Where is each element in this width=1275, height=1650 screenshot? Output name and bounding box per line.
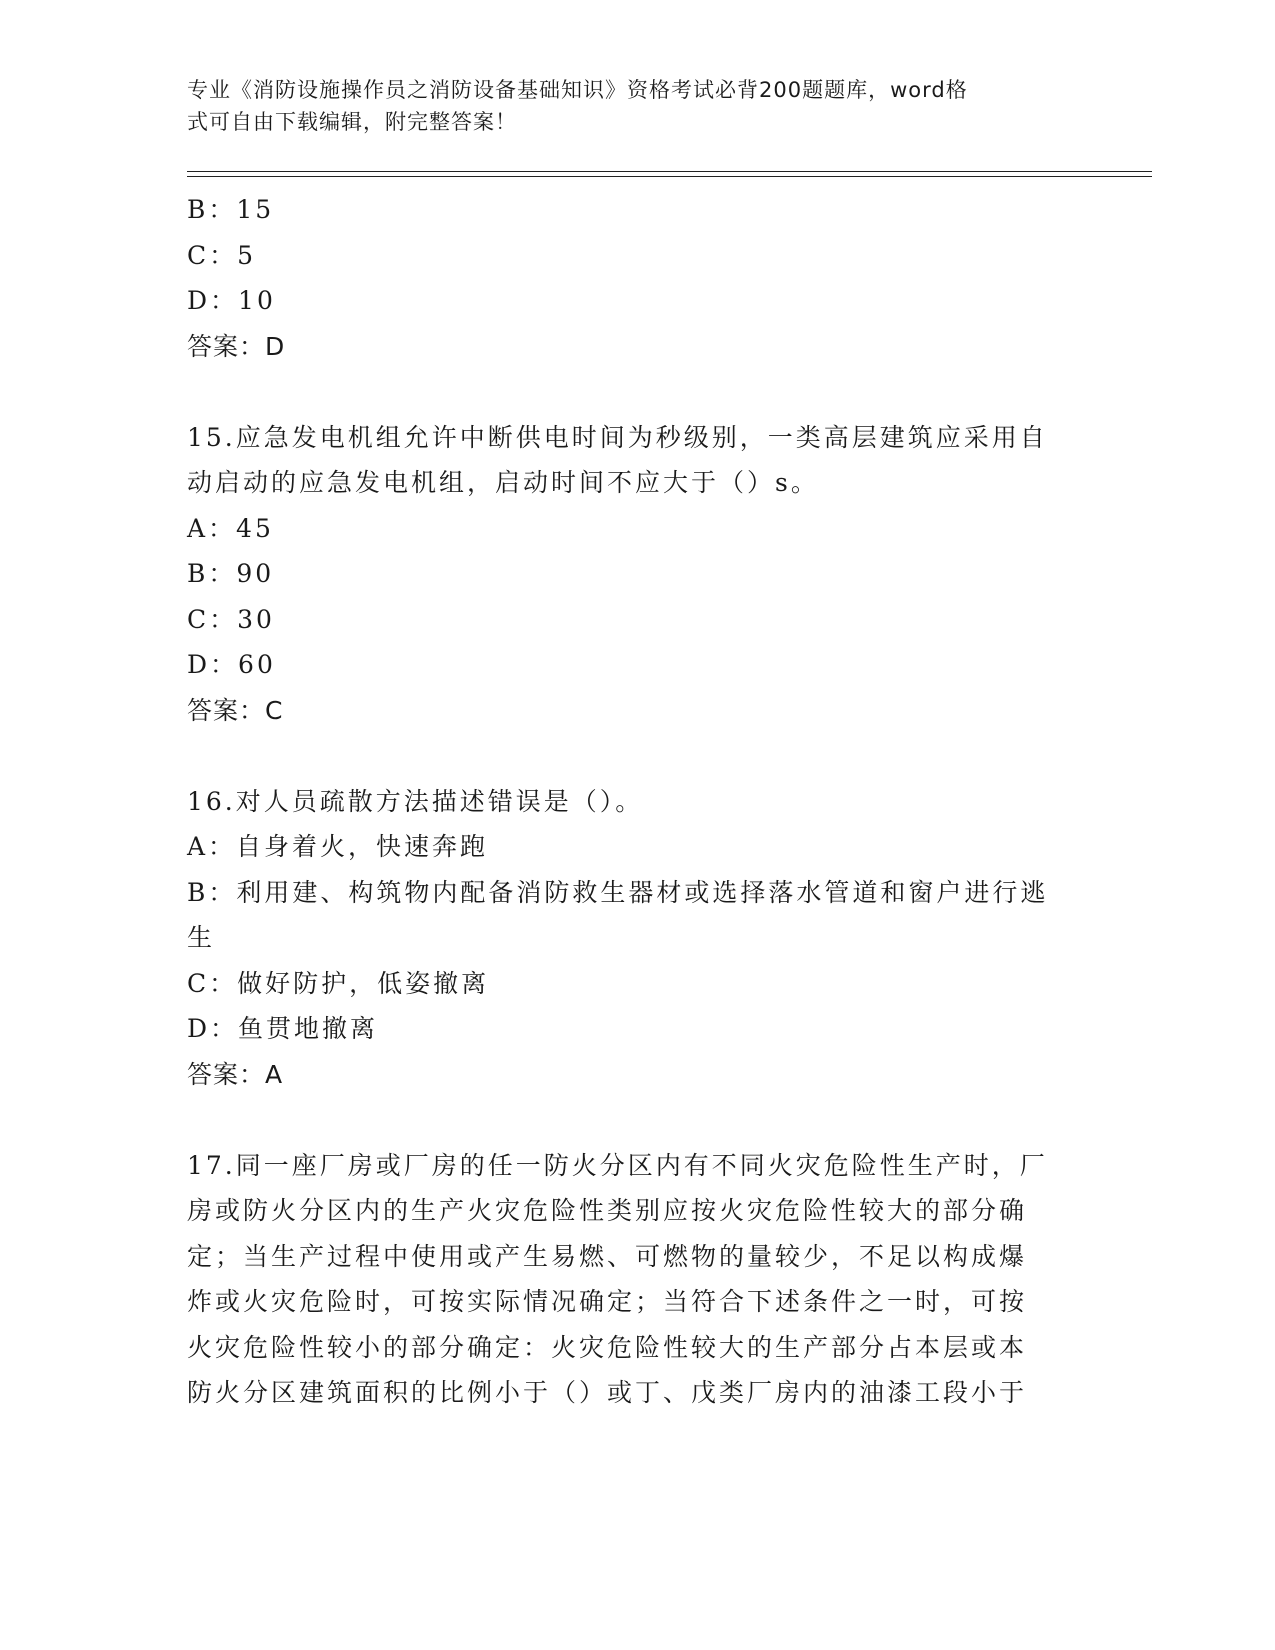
option-a: A：45	[187, 513, 274, 543]
answer-line: 答案：D	[187, 331, 286, 361]
question-14-tail	[187, 187, 1067, 369]
answer-line: 答案：C	[187, 695, 284, 725]
option-d: D：10	[187, 286, 276, 315]
option-c: C：30	[187, 604, 275, 634]
question-stem-line: 房或防火分区内的生产火灾危险性类别应按火灾危险性较大的部分确	[187, 1196, 1028, 1225]
option-b: B：利用建、构筑物内配备消防救生器材或选择落水管道和窗户进行逃	[187, 877, 1049, 907]
question-stem-line: 火灾危险性较小的部分确定：火灾危险性较大的生产部分占本层或本	[187, 1332, 1028, 1362]
document-body	[187, 187, 1067, 1416]
answer-line: 答案：A	[187, 1059, 284, 1089]
option-d: D：鱼贯地撤离	[187, 1014, 379, 1043]
option-c: C：5	[187, 240, 257, 270]
option-d: D：60	[187, 650, 276, 679]
question-17	[187, 1143, 1067, 1416]
question-stem-line: 15.应急发电机组允许中断供电时间为秒级别，一类高层建筑应采用自	[187, 422, 1048, 452]
header-title-line-1: 专业《消防设施操作员之消防设备基础知识》资格考试必背200题题库，word格	[187, 78, 968, 102]
question-stem-line: 16.对人员疏散方法描述错误是（）。	[187, 786, 644, 816]
question-stem-line: 17.同一座厂房或厂房的任一防火分区内有不同火灾危险性生产时，厂	[187, 1150, 1048, 1180]
option-b: B：90	[187, 559, 275, 588]
option-a: A：自身着火，快速奔跑	[187, 832, 489, 861]
question-stem-line: 防火分区建筑面积的比例小于（）或丁、戊类厂房内的油漆工段小于	[187, 1378, 1028, 1407]
option-c: C：做好防护，低姿撤离	[187, 968, 490, 998]
option-b-continued: 生	[187, 923, 216, 952]
question-stem-line: 动启动的应急发电机组，启动时间不应大于（）s。	[187, 468, 819, 497]
question-stem-line: 定；当生产过程中使用或产生易燃、可燃物的量较少，不足以构成爆	[187, 1241, 1028, 1271]
question-15	[187, 415, 1067, 734]
header-divider-top	[187, 171, 1152, 172]
question-16	[187, 779, 1067, 1098]
page-header	[187, 74, 1067, 138]
header-divider-bottom	[187, 176, 1152, 177]
question-stem-line: 炸或火灾危险时，可按实际情况确定；当符合下述条件之一时，可按	[187, 1287, 1028, 1316]
header-title-line-2: 式可自由下载编辑，附完整答案！	[187, 110, 517, 134]
option-b: B：15	[187, 195, 275, 224]
